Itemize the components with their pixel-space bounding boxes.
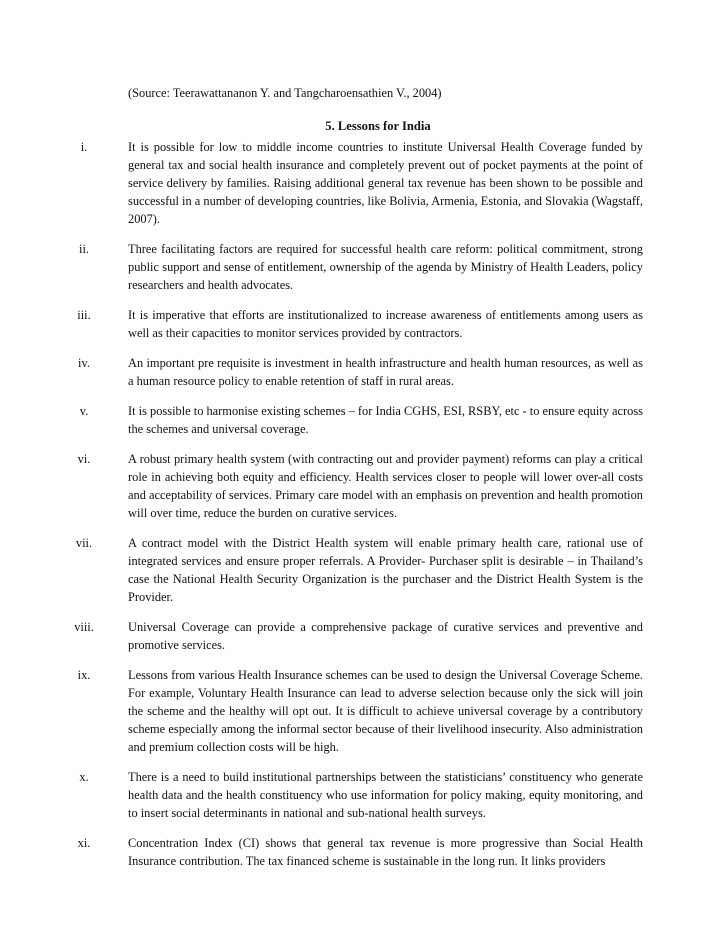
list-item <box>0 402 728 438</box>
item-number: iii. <box>77 308 91 322</box>
item-number: ii. <box>79 242 89 256</box>
item-text: A robust primary health system (with contracting out and provider payment) reforms can play a critical role in achieving both equity and efficiency. Health services closer to people will lower over-all costs and acceptability of services. Primary care model with an emphasis on prevention and health promotion will over time, reduce the burden on curative services. <box>128 452 643 520</box>
item-number: ix. <box>77 668 91 682</box>
item-text: A contract model with the District Health system will enable primary health care, rational use of integrated services and ensure proper referrals. A Provider- Purchaser split is desirable – in Thailand’s case the National Health Security Organization is the purchaser and the District Health System is the Provider. <box>128 536 643 604</box>
list-item <box>0 138 728 228</box>
item-number: vii. <box>75 536 93 550</box>
item-text: There is a need to build institutional partnerships between the statisticians’ constituency who generate health data and the health constituency who use information for policy making, equity monitoring, and to insert social determinants in national and sub-national health surveys. <box>128 770 643 820</box>
list-item <box>0 768 728 822</box>
item-number: v. <box>79 404 89 418</box>
item-number: vi. <box>77 452 91 466</box>
lessons-list <box>0 138 728 882</box>
item-text: It is possible for low to middle income countries to institute Universal Health Coverage funded by general tax and social health insurance and completely prevent out of pocket payments at the point of service delivery by families. Raising additional general tax revenue has been shown to be possible and successful in a number of developing countries, like Bolivia, Armenia, Estonia, and Slovakia (Wagstaff, 2007). <box>128 140 643 226</box>
item-number: iv. <box>78 356 90 370</box>
item-text: Concentration Index (CI) shows that general tax revenue is more progressive than Social Health Insurance contribution. The tax financed scheme is sustainable in the long run. It links providers <box>128 836 643 868</box>
item-text: It is imperative that efforts are institutionalized to increase awareness of entitlements among users as well as their capacities to monitor services provided by contractors. <box>128 308 643 340</box>
list-item <box>0 354 728 390</box>
list-item <box>0 834 728 870</box>
item-number: xi. <box>77 836 91 850</box>
item-text: It is possible to harmonise existing schemes – for India CGHS, ESI, RSBY, etc - to ensure equity across the schemes and universal coverage. <box>128 404 643 436</box>
item-number: i. <box>80 140 88 154</box>
item-text: Lessons from various Health Insurance schemes can be used to design the Universal Coverage Scheme. For example, Voluntary Health Insurance can lead to adverse selection because only the sick will join the scheme and the healthy will opt out. It is difficult to achieve universal coverage by a contributory scheme especially among the informal sector because of their livelihood insecurity. Also administration and premium collection costs will be high. <box>128 668 643 754</box>
section-heading: 5. Lessons for India <box>325 119 431 133</box>
item-text: Three facilitating factors are required for successful health care reform: political commitment, strong public support and sense of entitlement, ownership of the agenda by Ministry of Health Leaders, policy researchers and health advocates. <box>128 242 643 292</box>
list-item <box>0 534 728 606</box>
list-item <box>0 666 728 756</box>
item-number: x. <box>79 770 89 784</box>
item-number: viii. <box>74 620 94 634</box>
list-item <box>0 450 728 522</box>
source-citation: (Source: Teerawattananon Y. and Tangcharoensathien V., 2004) <box>128 86 442 100</box>
list-item <box>0 618 728 654</box>
list-item <box>0 240 728 294</box>
item-text: Universal Coverage can provide a comprehensive package of curative services and preventive and promotive services. <box>128 620 643 652</box>
item-text: An important pre requisite is investment in health infrastructure and health human resources, as well as a human resource policy to enable retention of staff in rural areas. <box>128 356 643 388</box>
list-item <box>0 306 728 342</box>
